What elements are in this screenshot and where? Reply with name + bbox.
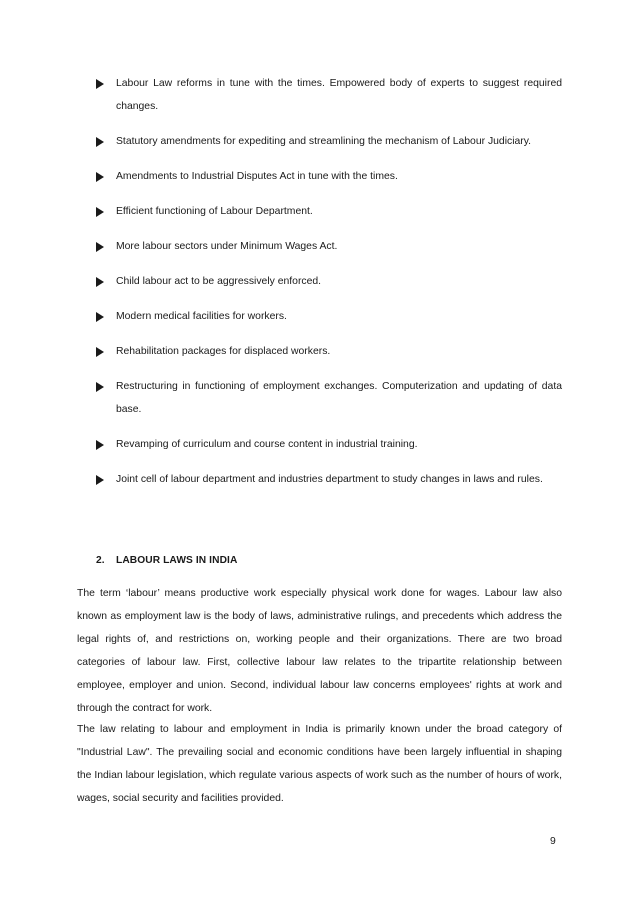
bullet-text: Efficient functioning of Labour Department. xyxy=(116,206,313,217)
section-heading xyxy=(96,555,237,566)
list-item xyxy=(96,305,562,328)
bullet-text: Revamping of curriculum and course content in industrial training. xyxy=(116,439,418,450)
list-item xyxy=(96,433,562,456)
arrow-bullet-icon xyxy=(96,277,104,287)
arrow-bullet-icon xyxy=(96,207,104,217)
bullet-text: Joint cell of labour department and industries department to study changes in laws and rules. xyxy=(116,474,543,485)
list-item xyxy=(96,375,562,421)
list-item xyxy=(96,270,562,293)
arrow-bullet-icon xyxy=(96,347,104,357)
paragraph: The law relating to labour and employment in India is primarily known under the broad category of "Industrial Law". The prevailing social and economic conditions have been largely influential in shaping the Indian labour legislation, which regulate various aspects of work such as the number of hours of work, wages, social security and facilities provided. xyxy=(77,724,562,804)
bullet-text: Restructuring in functioning of employment exchanges. Computerization and updating of data base. xyxy=(116,381,562,415)
list-item xyxy=(96,340,562,363)
list-item xyxy=(96,165,562,188)
bullet-text: More labour sectors under Minimum Wages Act. xyxy=(116,241,338,252)
list-item xyxy=(96,72,562,118)
list-item xyxy=(96,130,562,153)
arrow-bullet-icon xyxy=(96,475,104,485)
bullet-text: Labour Law reforms in tune with the times. Empowered body of experts to suggest required changes. xyxy=(116,78,562,112)
arrow-bullet-icon xyxy=(96,382,104,392)
bullet-text: Modern medical facilities for workers. xyxy=(116,311,287,322)
bullet-text: Statutory amendments for expediting and streamlining the mechanism of Labour Judiciary. xyxy=(116,136,532,147)
paragraph: The term ‘labour’ means productive work especially physical work done for wages. Labour law also known as employment law is the body of laws, administrative rulings, and precedents which address the legal rights of, and restrictions on, working people and their organizations. There are two broad categories of labour law. First, collective labour law relates to the tripartite relationship between employee, employer and union. Second, individual labour law concerns employees' rights at work and through the contract for work. xyxy=(77,588,562,714)
arrow-bullet-icon xyxy=(96,440,104,450)
arrow-bullet-icon xyxy=(96,242,104,252)
section-number: 2. xyxy=(96,555,105,566)
bullet-text: Child labour act to be aggressively enforced. xyxy=(116,276,322,287)
list-item xyxy=(96,468,562,491)
arrow-bullet-icon xyxy=(96,312,104,322)
bullet-text: Rehabilitation packages for displaced workers. xyxy=(116,346,331,357)
list-item xyxy=(96,200,562,223)
section-title: LABOUR LAWS IN INDIA xyxy=(116,555,238,566)
bullet-text: Amendments to Industrial Disputes Act in tune with the times. xyxy=(116,171,398,182)
arrow-bullet-icon xyxy=(96,137,104,147)
arrow-bullet-icon xyxy=(96,79,104,89)
page-number: 9 xyxy=(550,836,556,847)
arrow-bullet-icon xyxy=(96,172,104,182)
list-item xyxy=(96,235,562,258)
bullet-list xyxy=(96,72,562,503)
